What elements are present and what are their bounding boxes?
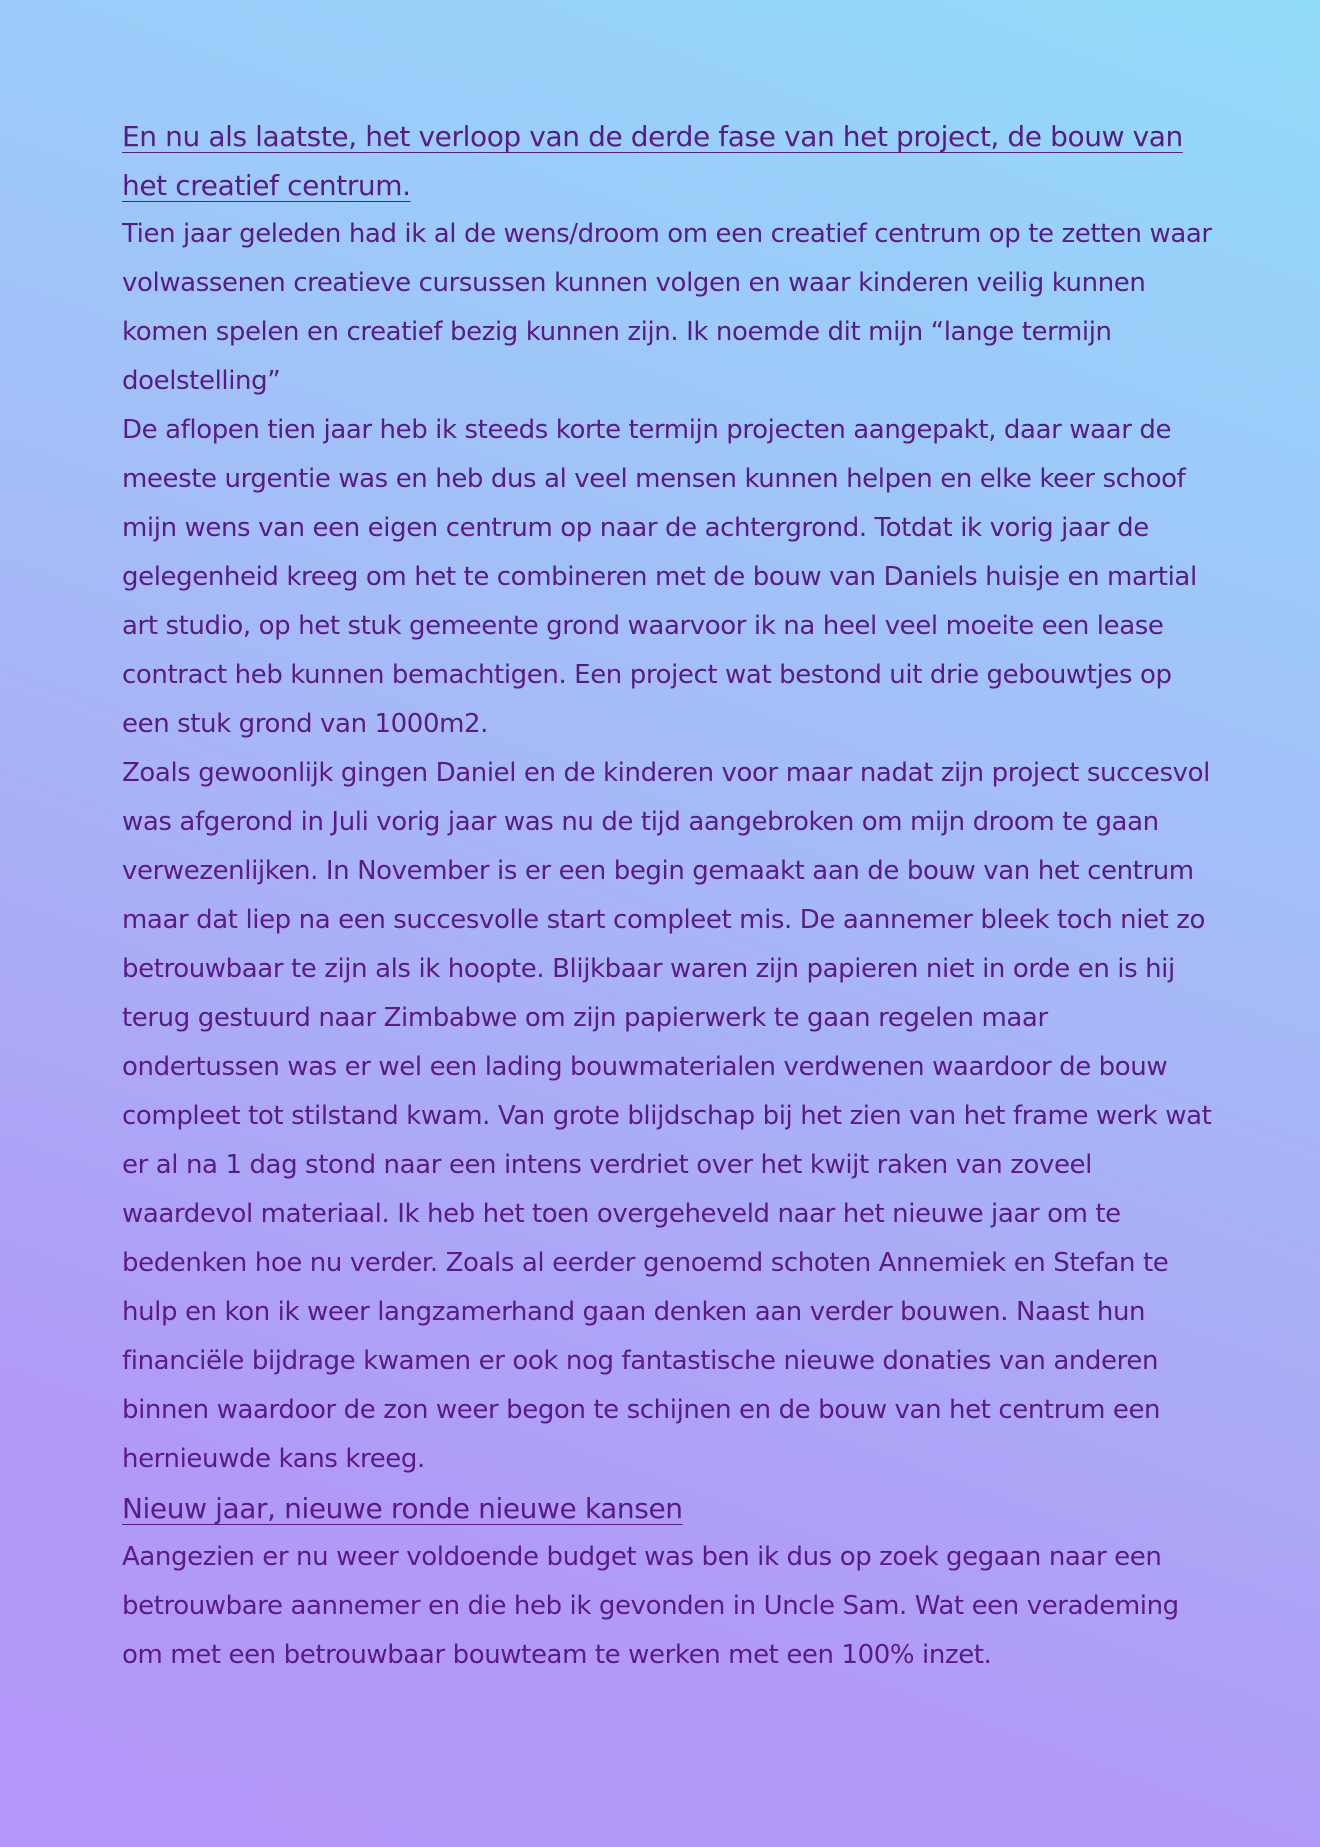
document-body <box>122 112 1212 1680</box>
section-heading-derde-fase: En nu als laatste, het verloop van de derde fase van het project, de bouw van het creatief centrum. <box>122 120 1183 202</box>
paragraph: Zoals gewoonlijk gingen Daniel en de kinderen voor maar nadat zijn project succesvol was afgerond in Juli vorig jaar was nu de tijd aangebroken om mijn droom te gaan verwezenlijken. In November is er een begin gemaakt aan de bouw van het centrum maar dat liep na een succesvolle start compleet mis. De aannemer bleek toch niet zo betrouwbaar te zijn als ik hoopte. Blijkbaar waren zijn papieren niet in orde en is hij terug gestuurd naar Zimbabwe om zijn papierwerk te gaan regelen maar ondertussen was er wel een lading bouwmaterialen verdwenen waardoor de bouw compleet tot stilstand kwam. Van grote blijdschap bij het zien van het frame werk wat er al na 1 dag stond naar een intens verdriet over het kwijt raken van zoveel waardevol materiaal. Ik heb het toen overgeheveld naar het nieuwe jaar om te bedenken hoe nu verder. Zoals al eerder genoemd schoten Annemiek en Stefan te hulp en kon ik weer langzamerhand gaan denken aan verder bouwen. Naast hun financiële bijdrage kwamen er ook nog fantastische nieuwe donaties van anderen binnen waardoor de zon weer begon te schijnen en de bouw van het centrum een hernieuwde kans kreeg. <box>122 758 1212 1474</box>
paragraph: De aflopen tien jaar heb ik steeds korte termijn projecten aangepakt, daar waar de meeste urgentie was en heb dus al veel mensen kunnen helpen en elke keer schoof mijn wens van een eigen centrum op naar de achtergrond. Totdat ik vorig jaar de gelegenheid kreeg om het te combineren met de bouw van Daniels huisje en martial art studio, op het stuk gemeente grond waarvoor ik na heel veel moeite een lease contract heb kunnen bemachtigen. Een project wat bestond uit drie gebouwtjes op een stuk grond van 1000m2. <box>122 415 1197 739</box>
paragraph: Aangezien er nu weer voldoende budget was ben ik dus op zoek gegaan naar een betrouwbare aannemer en die heb ik gevonden in Uncle Sam. Wat een verademing om met een betrouwbaar bouwteam te werken met een 100% inzet. <box>122 1542 1179 1670</box>
paragraph: Tien jaar geleden had ik al de wens/droom om een creatief centrum op te zetten waar volwassenen creatieve cursussen kunnen volgen en waar kinderen veilig kunnen komen spelen en creatief bezig kunnen zijn. Ik noemde dit mijn “lange termijn doelstelling” <box>122 219 1212 396</box>
section-heading-nieuw-jaar: Nieuw jaar, nieuwe ronde nieuwe kansen <box>122 1492 683 1525</box>
